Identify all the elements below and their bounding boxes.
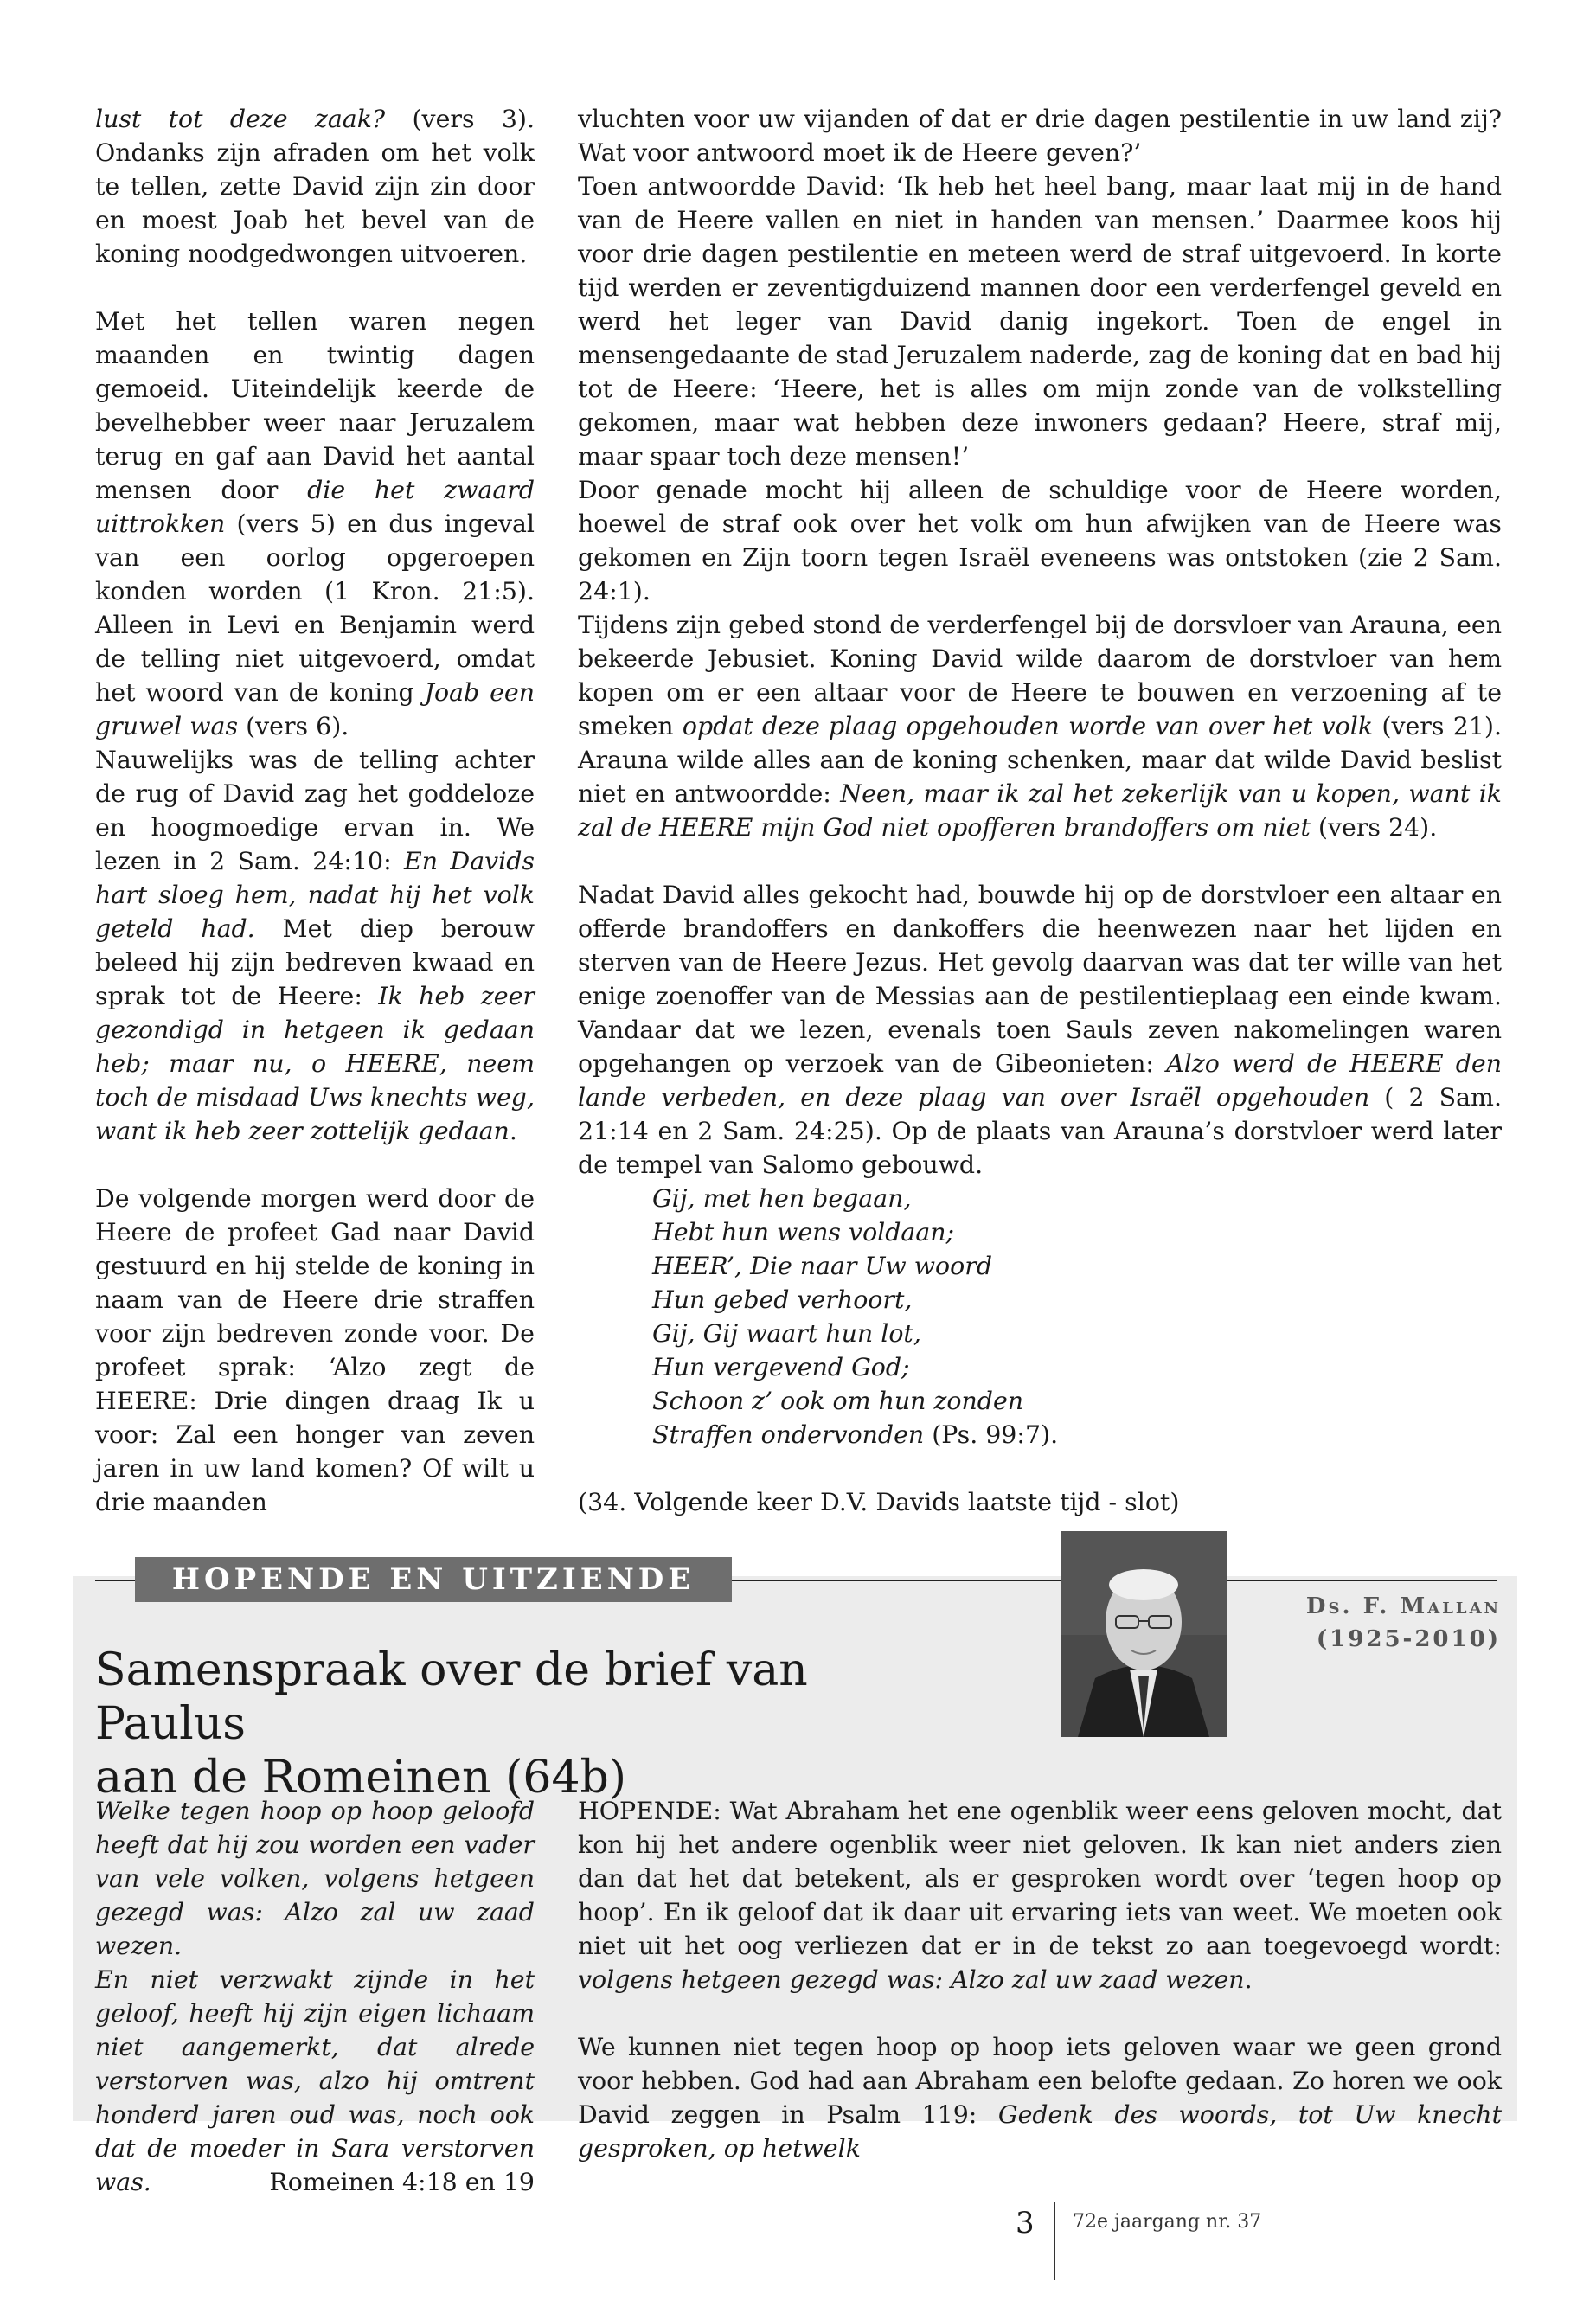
italic-text-run: lust tot deze zaak? — [95, 105, 386, 133]
text-run: ( 2 Sam. 21:14 en 2 Sam. 24:25). Op de plaats van Arauna’s dorstvloer werd later de tempel van Salomo gebouwd. — [578, 1083, 1502, 1179]
text-run: Nauwelijks was de telling achter de rug of David zag het goddeloze en hoogmoedige ervan in. We lezen in 2 Sam. 24:10: — [95, 746, 535, 875]
text-run: Nadat David alles gekocht had, bouwde hij op de dorstvloer een altaar en offerde brandoffers en dankoffers die heenwezen naar het lijden en sterven van de Heere Jezus. Het gevolg daarvan was dat ter wille van het enige zoenoffer van de Messias aan de pestilentieplaag een einde kwam. Vandaar dat we lezen, evenals toen Sauls zeven nakomelingen waren opgehangen op verzoek van de Gibeonieten: — [578, 881, 1502, 1078]
text-run: Toen antwoordde David: ‘Ik heb het heel bang, maar laat mij in de hand van de Heere vallen en niet in handen van mensen.’ Daarmee koos hij voor drie dagen pestilentie en meteen werd de straf uitgevoerd. In korte tijd werden er zeventigduizend mannen door een verderfengel geveld en werd het leger van David danig ingekort. Toen de engel in mensengedaante de stad Jeruzalem naderde, zag de koning dat en bad hij tot de Heere: ‘Heere, het is alles om mijn zonde van de volkstelling gekomen, maar wat hebben deze inwoners gedaan? Heere, straf mij, maar spaar toch deze mensen!’ — [578, 172, 1502, 471]
quote-paragraph-1: Welke tegen hoop op hoop geloofd heeft dat hij zou worden een vader van vele volken, volgens hetgeen gezegd was: Alzo zal uw zaad wezen. — [95, 1797, 535, 1960]
text-run: Met het tellen waren negen maanden en twintig dagen gemoeid. Uiteindelijk keerde de bevelhebber weer naar Jeruzalem terug en gaf aan David het aantal mensen door — [95, 307, 535, 504]
italic-text-run: Gedenk des woords, tot Uw knecht gesproken, op hetwelk — [578, 2100, 1502, 2163]
right-paragraph-2 — [578, 170, 1502, 473]
text-run: De volgende morgen werd door de Heere de profeet Gad naar David gestuurd en hij stelde de koning in naam van de Heere drie straffen voor zijn bedreven zonde voor. De profeet sprak: ‘Alzo zegt de HEERE: Drie dingen draag Ik u voor: Zal een honger van zeven jaren in uw land komen? Of wilt u drie maanden — [95, 1184, 535, 1516]
footer-divider — [1054, 2202, 1055, 2280]
section-banner: HOPENDE EN UITZIENDE — [135, 1557, 732, 1602]
italic-text-run: Joab een gruwel was — [95, 678, 535, 740]
right-paragraph-4 — [578, 608, 1502, 844]
author-years: (1925-2010) — [1316, 1626, 1501, 1652]
poem-line: Hebt hun wens voldaan; — [652, 1218, 955, 1247]
author-name: Ds. F. Mallan — [1305, 1593, 1501, 1619]
left-paragraph-3 — [95, 743, 535, 1148]
italic-text-run: volgens hetgeen gezegd was: Alzo zal uw zaad wezen — [578, 1965, 1245, 1994]
right-paragraph-1 — [578, 102, 1502, 170]
poem-line: Gij, met hen begaan, — [652, 1184, 912, 1213]
author-byline — [1306, 1590, 1501, 1656]
bible-quote — [95, 1794, 535, 2199]
text-run: . — [1244, 1965, 1253, 1994]
left-paragraph-2 — [95, 304, 535, 743]
psalm-reference: (Ps. 99:7). — [924, 1420, 1059, 1449]
right-paragraph-3 — [578, 473, 1502, 608]
italic-text-run: opdat deze plaag opgehouden worde van over het volk — [682, 712, 1374, 740]
text-run: (vers 5) en dus ingeval van een oorlog opgeroepen konden worden (1 Kron. 21:5). Alleen in Levi en Benjamin werd de telling niet uitgevoerd, omdat het woord van de koning — [95, 510, 535, 707]
italic-text-run: Alzo werd de HEERE den lande verbeden, en deze plaag van over Israël opgehouden — [578, 1049, 1502, 1112]
article-body — [578, 1794, 1502, 2165]
psalm-verse — [578, 1182, 1502, 1452]
text-run: We kunnen niet tegen hoop op hoop iets geloven waar we geen grond voor hebben. God had aan Abraham een belofte gedaan. Zo horen we ook David zeggen in Psalm 119: — [578, 2033, 1502, 2129]
text-run: Tijdens zijn gebed stond de verderfengel bij de dorsvloer van Arauna, een bekeerde Jebusiet. Koning David wilde daarom de dorstvloer van hem kopen om er een altaar voor de Heere te bouwen en verzoening af te smeken — [578, 611, 1502, 740]
right-column — [578, 102, 1502, 1519]
text-run: Door genade mocht hij alleen de schuldige voor de Heere worden, hoewel de straf ook over het volk om hun afwijken van de Heere was gekomen en Zijn toorn tegen Israël eveneens was ontstoken (zie 2 Sam. 24:1). — [578, 476, 1502, 606]
article-paragraph-1 — [578, 1794, 1502, 1997]
page-number: 3 — [1016, 2206, 1035, 2240]
article-title — [95, 1644, 960, 1804]
text-run: Met diep berouw beleed hij zijn bedreven kwaad en sprak tot de Heere: — [95, 914, 535, 1010]
poem-line: Schoon z’ ook om hun zonden — [652, 1387, 1024, 1415]
text-run: HOPENDE: Wat Abraham het ene ogenblik weer eens geloven mocht, dat kon hij het andere ogenblik weer niet geloven. Ik kan niet anders zien dan dat het dat betekent, als er gesproken wordt over ‘tegen hoop op hoop’. En ik geloof dat ik daar uit ervaring iets van weet. We moeten ook niet uit het oog verliezen dat er in de tekst zo aan toegevoegd wordt: — [578, 1797, 1502, 1960]
poem-line: Gij, Gij waart hun lot, — [652, 1319, 921, 1348]
poem-line: HEER’, Die naar Uw woord — [652, 1252, 992, 1280]
article-title-line-2: aan de Romeinen (64b) — [95, 1752, 627, 1804]
portrait-image — [1061, 1531, 1227, 1737]
right-paragraph-5 — [578, 878, 1502, 1182]
quote-paragraph-2: En niet verzwakt zijnde in het geloof, heeft hij zijn eigen lichaam niet aangemerkt, dat alrede verstorven was, alzo hij omtrent honderd jaren oud was, noch ook dat de moeder in Sara verstorven was. Romeinen 4:18 en 19 — [95, 1963, 535, 2199]
article-paragraph-2 — [578, 2030, 1502, 2165]
author-photo — [1061, 1531, 1227, 1737]
italic-text-run: En Davids hart sloeg hem, nadat hij het volk geteld had. — [95, 847, 535, 943]
poem-line: Straffen ondervonden — [652, 1420, 925, 1449]
series-note: (34. Volgende keer D.V. Davids laatste tijd - slot) — [578, 1488, 1180, 1516]
text-run: (vers 21). Arauna wilde alles aan de koning schenken, maar dat wilde David beslist niet en antwoordde: — [578, 712, 1502, 808]
poem-line: Hun vergevend God; — [652, 1353, 910, 1381]
italic-text-run: Ik heb zeer gezondigd in hetgeen ik gedaan heb; maar nu, o HEERE, neem toch de misdaad Uws knechts weg, want ik heb zeer zottelijk gedaan — [95, 982, 535, 1145]
poem-line: Hun gebed verhoort, — [652, 1285, 913, 1314]
text-run: vluchten voor uw vijanden of dat er drie dagen pestilentie in uw land zij? Wat voor antwoord moet ik de Heere geven?’ — [578, 105, 1502, 167]
text-run: (vers 6). — [238, 712, 349, 740]
text-run: . — [509, 1117, 517, 1145]
left-column — [95, 102, 535, 1519]
issue-info: 72e jaargang nr. 37 — [1073, 2211, 1262, 2233]
article-title-line-1: Samenspraak over de brief van Paulus — [95, 1644, 808, 1750]
left-paragraph-4 — [95, 1182, 535, 1519]
left-paragraph-1 — [95, 102, 535, 271]
quote-reference: Romeinen 4:18 en 19 — [269, 2168, 535, 2196]
italic-text-run: die het zwaard uittrokken — [95, 476, 535, 538]
text-run: (vers 24). — [1310, 813, 1438, 842]
text-run: (vers 3). Ondanks zijn afraden om het volk te tellen, zette David zijn zin door en moest Joab het bevel van de koning noodgedwongen uitvoeren. — [95, 105, 535, 268]
italic-text-run: Neen, maar ik zal het zekerlijk van u kopen, want ik zal de HEERE mijn God niet opofferen brandoffers om niet — [578, 779, 1502, 842]
